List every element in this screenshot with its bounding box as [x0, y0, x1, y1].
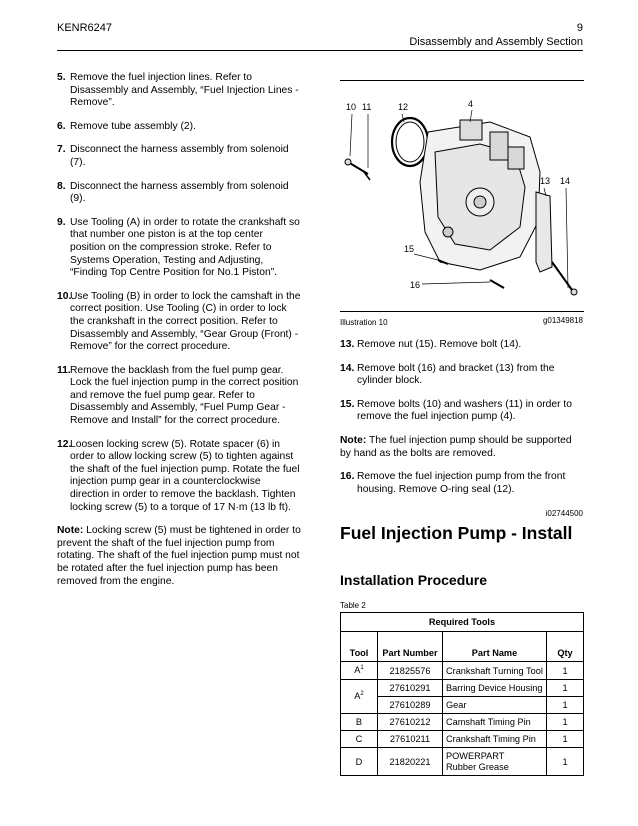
cell-tool: C	[341, 731, 378, 748]
bracket-13	[536, 192, 552, 272]
note-label: Note:	[57, 525, 84, 537]
document-id: i02744500	[545, 509, 583, 518]
table-row	[341, 748, 584, 776]
table-row	[341, 680, 584, 697]
cell-qty: 1	[547, 748, 584, 776]
cell-part-name: Camshaft Timing Pin	[443, 714, 547, 731]
note-text: The fuel injection pump should be supported by hand as the bolts are removed.	[340, 434, 572, 459]
step-text: Disconnect the harness assembly from solenoid (9).	[70, 180, 289, 205]
step-16	[340, 471, 584, 496]
cell-tool	[341, 662, 378, 680]
step-number: 7.	[57, 144, 66, 156]
fuel-injection-pump-illustration	[340, 92, 584, 304]
callout-15: 15	[404, 244, 415, 254]
step-7	[57, 144, 301, 169]
step-text: Remove the fuel injection lines. Refer to Disassembly and Assembly, “Fuel Injection Lines - Remove”.	[70, 72, 299, 109]
callout-13: 13	[540, 176, 551, 186]
step-10	[57, 291, 301, 354]
step-12	[57, 439, 301, 515]
step-6	[57, 121, 301, 134]
right-column	[340, 339, 584, 507]
cell-qty: 1	[547, 680, 584, 697]
step-text: Remove tube assembly (2).	[70, 120, 196, 132]
page-number: 9	[576, 22, 583, 34]
step-text: Remove bolt (16) and bracket (13) from the cylinder block.	[357, 362, 555, 387]
bolt-14	[552, 262, 572, 290]
cell-part-number: 21825576	[378, 662, 443, 680]
bolt-16	[490, 280, 504, 288]
step-text: Remove the fuel injection pump from the front housing. Remove O-ring seal (12).	[357, 471, 566, 495]
table-row	[341, 697, 584, 714]
step-number: 12.	[57, 438, 72, 450]
figure-bottom-divider	[340, 311, 584, 312]
leader-14	[566, 188, 568, 288]
col-part-number: Part Number	[378, 632, 443, 662]
tool-letter: A	[354, 665, 361, 676]
col-part-name: Part Name	[443, 632, 547, 662]
cell-qty: 1	[547, 662, 584, 680]
leader-10	[350, 114, 352, 156]
solenoid-secondary	[508, 147, 524, 169]
table-row	[341, 731, 584, 748]
figure-caption: Illustration 10	[340, 318, 388, 327]
table-header-row	[341, 632, 584, 662]
cell-qty: 1	[547, 714, 584, 731]
step-number: 11.	[57, 364, 71, 376]
step-number: 8.	[57, 180, 66, 192]
step-number: 6.	[57, 120, 66, 132]
cell-part-name: Gear	[443, 697, 547, 714]
part-name-line2: Rubber Grease	[446, 761, 509, 772]
leader-15	[414, 254, 438, 260]
note-label: Note:	[340, 434, 367, 446]
step-9	[57, 217, 301, 280]
step-13	[340, 339, 584, 352]
step-15	[340, 399, 584, 424]
cell-part-number: 21820221	[378, 748, 443, 776]
part-name-line1: POWERPART	[446, 750, 505, 761]
step-number: 5.	[57, 72, 66, 83]
fitting-lower	[443, 227, 453, 237]
step-number: 16.	[340, 471, 355, 483]
section-title: Disassembly and Assembly Section	[409, 36, 583, 48]
cell-part-number: 27610291	[378, 680, 443, 697]
step-number: 10.	[57, 290, 72, 302]
step-number: 13.	[340, 339, 355, 350]
solenoid	[490, 132, 508, 160]
left-column	[57, 72, 301, 588]
col-qty: Qty	[547, 632, 584, 662]
required-tools-table	[340, 612, 584, 776]
callout-12: 12	[398, 102, 409, 112]
cell-part-name: Crankshaft Timing Pin	[443, 731, 547, 748]
callout-10: 10	[346, 102, 357, 112]
step-text: Disconnect the harness assembly from solenoid (7).	[70, 144, 289, 168]
cell-tool	[341, 680, 378, 714]
table-caption: Table 2	[340, 601, 366, 610]
pump-hub-center	[474, 196, 486, 208]
callout-4: 4	[468, 99, 474, 109]
leader-16	[422, 282, 490, 284]
cell-part-name	[443, 748, 547, 776]
pump-top-fitting	[460, 120, 482, 140]
note-locking-screw	[57, 525, 301, 588]
cell-part-number: 27610211	[378, 731, 443, 748]
note-text: Locking screw (5) must be tightened in order to prevent the shaft of the fuel injection pump from rotating. The shaft of the fuel injection pump must not be rotated after the fuel injection pump has been removed from the engine.	[57, 525, 301, 587]
o-ring-inner	[396, 122, 424, 162]
cell-part-number: 27610289	[378, 697, 443, 714]
cell-tool: B	[341, 714, 378, 731]
table-row	[341, 662, 584, 680]
callout-14: 14	[560, 176, 571, 186]
step-11	[57, 365, 301, 428]
callout-11: 11	[362, 102, 372, 112]
cell-part-number: 27610212	[378, 714, 443, 731]
step-number: 15.	[340, 398, 355, 410]
header-divider	[57, 50, 583, 51]
figure-top-divider	[340, 80, 584, 81]
table-heading: Required Tools	[341, 613, 584, 632]
figure-id: g01349818	[542, 316, 583, 325]
cell-tool: D	[341, 748, 378, 776]
bolt-head-10	[345, 159, 351, 165]
cell-qty: 1	[547, 697, 584, 714]
step-text: Remove nut (15). Remove bolt (14).	[357, 339, 522, 350]
o-ring-seal	[392, 118, 428, 166]
tool-letter: A	[354, 691, 361, 702]
step-number: 14.	[340, 362, 355, 374]
footnote-marker: 2	[360, 691, 364, 698]
step-text: Use Tooling (A) in order to rotate the crankshaft so that number one piston is at the top center position on the compression stroke. Refer to Systems Operation, Testing and Adjusting, “Finding Top Centre Position for No.1 Piston”.	[70, 216, 300, 279]
step-number: 9.	[57, 216, 66, 228]
step-text: Loosen locking screw (5). Rotate spacer (6) in order to allow locking screw (5) to tighten against the shaft of the fuel injection pump. Rotate the fuel injection pump gear in a counterclockwise direction in order to remove the backlash. Tighten locking screw (5) to a torque of 17 N·m (13 lb ft).	[70, 438, 300, 513]
step-text: Remove bolts (10) and washers (11) in order to remove the fuel injection pump (4).	[357, 398, 572, 423]
footnote-marker: 1	[360, 665, 364, 672]
table-row	[341, 714, 584, 731]
col-tool: Tool	[341, 632, 378, 662]
table-title-row	[341, 613, 584, 632]
bolt-head-14	[571, 289, 577, 295]
cell-qty: 1	[547, 731, 584, 748]
step-8	[57, 181, 301, 206]
page-title: Fuel Injection Pump - Install	[340, 523, 573, 543]
callout-16: 16	[410, 280, 421, 290]
document-code: KENR6247	[57, 22, 113, 34]
note-support-pump	[340, 435, 584, 460]
step-14	[340, 363, 584, 388]
cell-part-name: Barring Device Housing	[443, 680, 547, 697]
step-text: Remove the backlash from the fuel pump gear. Lock the fuel injection pump in the correct position and remove the fuel pump gear. Refer to Disassembly and Assembly, “Fuel Pump Gear - Remove and Install” for the correct procedure.	[70, 364, 299, 427]
cell-part-name: Crankshaft Turning Tool	[443, 662, 547, 680]
step-5	[57, 72, 301, 110]
section-heading: Installation Procedure	[340, 572, 488, 588]
step-text: Use Tooling (B) in order to lock the camshaft in the correct position. Use Tooling (C) in order to lock the crankshaft in the correct position. Refer to Disassembly and Assembly, “Gear Group (Front) - Remove” for the correct procedure.	[70, 290, 301, 353]
